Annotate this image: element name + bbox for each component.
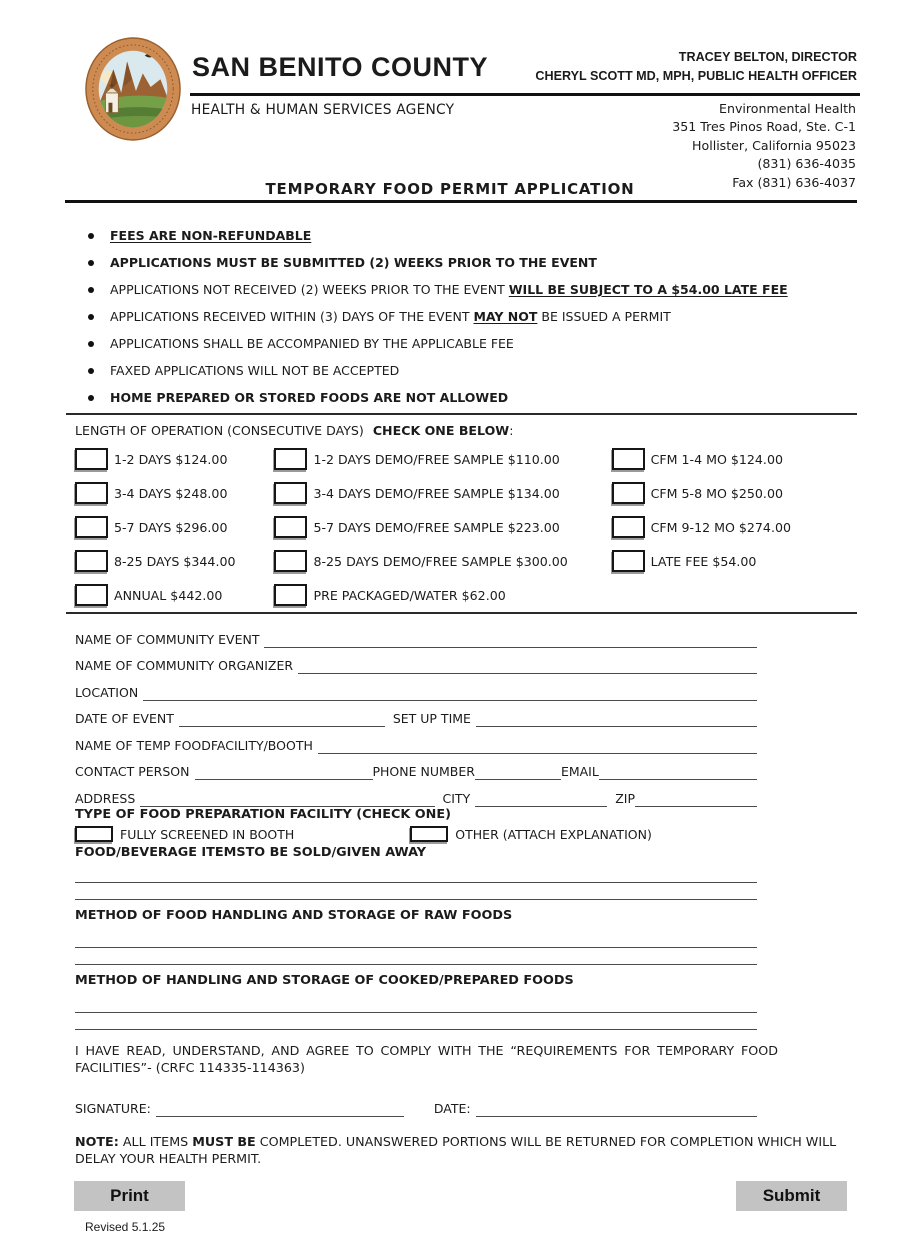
fees-heading: LENGTH OF OPERATION (CONSECUTIVE DAYS) CHECK ONE BELOW: <box>75 423 514 438</box>
raw-foods-heading: METHOD OF FOOD HANDLING AND STORAGE OF RAW FOODS <box>75 907 513 923</box>
bullet-submit-two-weeks: APPLICATIONS MUST BE SUBMITTED (2) WEEKS PRIOR TO THE EVENT <box>66 249 857 276</box>
title-rule <box>65 200 857 203</box>
rules-bullet-list <box>66 202 857 413</box>
raw-foods-line-2[interactable] <box>75 948 757 965</box>
email-input[interactable] <box>599 766 757 780</box>
cooked-foods-heading: METHOD OF HANDLING AND STORAGE OF COOKED/PREPARED FOODS <box>75 972 574 988</box>
fee-option: LATE FEE $54.00 <box>612 544 857 578</box>
checkbox-1-2-days-demo[interactable] <box>274 448 307 470</box>
cooked-foods-line-2[interactable] <box>75 1013 757 1030</box>
field-row: NAME OF TEMP FOODFACILITY/BOOTH <box>75 727 757 754</box>
food-items-line-1[interactable] <box>75 866 757 883</box>
fee-option: 5-7 DAYS $296.00 <box>75 510 274 544</box>
food-items-heading: FOOD/BEVERAGE ITEMSTO BE SOLD/GIVEN AWAY <box>75 844 427 860</box>
date-of-event-input[interactable] <box>179 713 385 727</box>
agency-name: HEALTH & HUMAN SERVICES AGENCY <box>191 102 455 118</box>
fee-column-cfm <box>612 442 857 612</box>
submit-button[interactable]: Submit <box>736 1181 847 1211</box>
bullet-dot <box>88 287 94 293</box>
prep-option-other: OTHER (ATTACH EXPLANATION) <box>410 826 652 842</box>
checkbox-3-4-days[interactable] <box>75 482 108 504</box>
phone: (831) 636-4035 <box>757 156 856 172</box>
cooked-foods-line-1[interactable] <box>75 996 757 1013</box>
checkbox-other[interactable] <box>410 826 448 842</box>
checkbox-cfm-5-8-mo[interactable] <box>612 482 645 504</box>
health-officer-name: CHERYL SCOTT MD, MPH, PUBLIC HEALTH OFFICER <box>535 69 857 83</box>
bullet-dot <box>88 260 94 266</box>
community-event-input[interactable] <box>264 634 757 648</box>
field-row: DATE OF EVENT SET UP TIME <box>75 701 757 728</box>
prep-facility-section <box>66 807 757 1030</box>
fax: Fax (831) 636-4037 <box>732 174 856 190</box>
checkbox-5-7-days[interactable] <box>75 516 108 538</box>
header <box>0 0 924 202</box>
zip-input[interactable] <box>635 793 757 807</box>
print-button[interactable]: Print <box>74 1181 185 1211</box>
header-rule <box>190 93 860 96</box>
fees-section <box>66 415 857 612</box>
bullet-dot <box>88 314 94 320</box>
field-row: NAME OF COMMUNITY ORGANIZER <box>75 648 757 675</box>
checkbox-late-fee[interactable] <box>612 550 645 572</box>
fee-option: 5-7 DAYS DEMO/FREE SAMPLE $223.00 <box>274 510 611 544</box>
fee-option: CFM 9-12 MO $274.00 <box>612 510 857 544</box>
set-up-time-input[interactable] <box>476 713 757 727</box>
event-info-fields <box>66 614 757 807</box>
checkbox-5-7-days-demo[interactable] <box>274 516 307 538</box>
bullet-no-home-foods: HOME PREPARED OR STORED FOODS ARE NOT ALLOWED <box>66 384 857 411</box>
fee-option: 1-2 DAYS $124.00 <box>75 442 274 476</box>
fee-option: CFM 5-8 MO $250.00 <box>612 476 857 510</box>
bullet-no-fax: FAXED APPLICATIONS WILL NOT BE ACCEPTED <box>66 357 857 384</box>
bullet-dot <box>88 368 94 374</box>
field-row: LOCATION <box>75 674 757 701</box>
fee-option: 8-25 DAYS DEMO/FREE SAMPLE $300.00 <box>274 544 611 578</box>
field-row: ADDRESS CITY ZIP <box>75 780 757 807</box>
bullet-dot <box>88 341 94 347</box>
phone-number-input[interactable] <box>475 766 561 780</box>
prep-facility-options: FULLY SCREENED IN BOOTH OTHER (ATTACH EXPLANATION) <box>75 825 757 844</box>
note-text: NOTE: ALL ITEMS MUST BE COMPLETED. UNANSWERED PORTIONS WILL BE RETURNED FOR COMPLETION WHICH WILL DELAY YOUR HEALTH PERMIT. <box>75 1133 837 1166</box>
action-buttons <box>66 1181 857 1211</box>
checkbox-cfm-1-4-mo[interactable] <box>612 448 645 470</box>
director-name: TRACEY BELTON, DIRECTOR <box>678 50 857 64</box>
department-name: Environmental Health <box>719 101 856 116</box>
county-name: SAN BENITO COUNTY <box>192 52 489 82</box>
checkbox-cfm-9-12-mo[interactable] <box>612 516 645 538</box>
revision-label: Revised 5.1.25 <box>85 1219 166 1234</box>
prep-facility-heading: TYPE OF FOOD PREPARATION FACILITY (CHECK ONE) <box>75 806 451 822</box>
signature-input[interactable] <box>156 1103 404 1117</box>
fee-option: CFM 1-4 MO $124.00 <box>612 442 857 476</box>
date-input[interactable] <box>476 1103 757 1117</box>
form-title: TEMPORARY FOOD PERMIT APPLICATION <box>265 180 635 198</box>
fee-option: PRE PACKAGED/WATER $62.00 <box>274 578 611 612</box>
field-row: NAME OF COMMUNITY EVENT <box>75 621 757 648</box>
checkbox-8-25-days[interactable] <box>75 550 108 572</box>
city-state-zip: Hollister, California 95023 <box>692 137 856 153</box>
fee-option: ANNUAL $442.00 <box>75 578 274 612</box>
bullet-applicable-fee: APPLICATIONS SHALL BE ACCOMPANIED BY THE APPLICABLE FEE <box>66 330 857 357</box>
location-input[interactable] <box>143 687 757 701</box>
checkbox-1-2-days[interactable] <box>75 448 108 470</box>
raw-foods-line-1[interactable] <box>75 931 757 948</box>
bullet-dot <box>88 233 94 239</box>
street-address: 351 Tres Pinos Road, Ste. C-1 <box>672 119 856 135</box>
checkbox-8-25-days-demo[interactable] <box>274 550 307 572</box>
fee-option: 3-4 DAYS DEMO/FREE SAMPLE $134.00 <box>274 476 611 510</box>
fee-option: 8-25 DAYS $344.00 <box>75 544 274 578</box>
address-input[interactable] <box>140 793 434 807</box>
fee-option: 1-2 DAYS DEMO/FREE SAMPLE $110.00 <box>274 442 611 476</box>
checkbox-3-4-days-demo[interactable] <box>274 482 307 504</box>
bullet-fees-nonrefundable: FEES ARE NON-REFUNDABLE <box>66 222 857 249</box>
food-items-line-2[interactable] <box>75 883 757 900</box>
fee-option: 3-4 DAYS $248.00 <box>75 476 274 510</box>
county-seal <box>84 36 182 142</box>
checkbox-pre-packaged-water[interactable] <box>274 584 307 606</box>
fee-column-demo <box>274 442 611 612</box>
fee-column-days <box>75 442 274 612</box>
bullet-dot <box>88 395 94 401</box>
officials-block <box>535 48 857 86</box>
acknowledgment-text: I HAVE READ, UNDERSTAND, AND AGREE TO COMPLY WITH THE “REQUIREMENTS FOR TEMPORARY FOOD FACILITIES”- (CRFC 114335-114363) <box>75 1042 778 1075</box>
checkbox-annual[interactable] <box>75 584 108 606</box>
city-input[interactable] <box>475 793 607 807</box>
contact-block <box>672 100 856 192</box>
field-row: CONTACT PERSON PHONE NUMBER EMAIL <box>75 754 757 781</box>
contact-person-input[interactable] <box>195 766 373 780</box>
bullet-late-fee: APPLICATIONS NOT RECEIVED (2) WEEKS PRIOR TO THE EVENT WILL BE SUBJECT TO A $54.00 LATE FEE <box>66 276 857 303</box>
temp-food-facility-input[interactable] <box>318 740 757 754</box>
fee-grid <box>66 442 857 612</box>
community-organizer-input[interactable] <box>298 660 757 674</box>
checkbox-fully-screened-booth[interactable] <box>75 826 113 842</box>
signature-row: SIGNATURE: DATE: <box>66 1093 757 1117</box>
bullet-three-days: APPLICATIONS RECEIVED WITHIN (3) DAYS OF THE EVENT MAY NOT BE ISSUED A PERMIT <box>66 303 857 330</box>
